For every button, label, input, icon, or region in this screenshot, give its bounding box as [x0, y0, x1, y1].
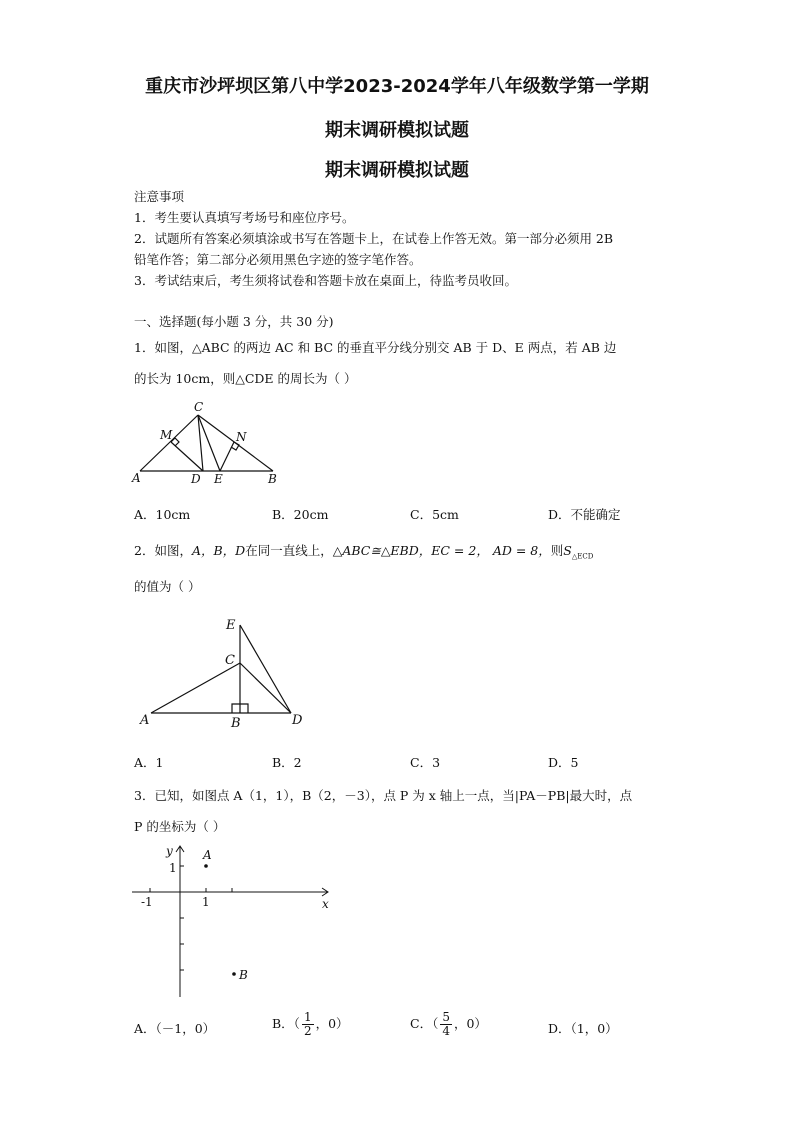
q2-area-sub: △ECD: [571, 552, 594, 561]
q3-label-b: B: [239, 968, 248, 982]
q2-ec: ，EC = 2，: [418, 543, 489, 558]
q1-line-ac: [140, 415, 198, 471]
q3-option-b[interactable]: [272, 1011, 349, 1038]
q2-option-b[interactable]: B．2: [272, 755, 302, 770]
q3-label-x: x: [322, 897, 329, 911]
q3-point-b: [232, 972, 236, 976]
notice-heading: 注意事项: [134, 189, 185, 204]
q1-figure: [128, 398, 288, 490]
q3-text-line1: 3．已知，如图点 A（1，1），B（2，－3），点 P 为 x 轴上一点，当|PA－PB|最大时，点: [134, 788, 633, 803]
q2-line-ed: [240, 625, 291, 713]
q2-area-symbol: S: [563, 543, 572, 558]
q1-text-line1: 1．如图，△ABC 的两边 AC 和 BC 的垂直平分线分别交 AB 于 D、E 两点，若 AB 边: [134, 340, 617, 355]
q2-congruence: △ABC≅△EBD: [332, 543, 419, 558]
q3-option-c-suffix: ，0）: [453, 1016, 487, 1031]
q1-label-m: M: [160, 428, 173, 442]
notice-item-1: 1．考生要认真填写考场号和座位序号。: [134, 210, 355, 225]
q1-line-ne: [220, 442, 234, 471]
q3-option-a[interactable]: A．（－1，0）: [134, 1021, 216, 1036]
q2-label-b: B: [231, 716, 241, 731]
section-heading-choice: 一、选择题(每小题 3 分，共 30 分): [134, 314, 334, 329]
q2-text-line2: 的值为（ ）: [134, 579, 201, 594]
q3-option-b-num: 1: [303, 1010, 312, 1024]
q2-then: 则: [550, 543, 564, 558]
q1-label-n: N: [236, 430, 247, 444]
q2-label-c: C: [225, 653, 235, 668]
page-title-line2: 期末调研模拟试题: [325, 120, 469, 141]
q1-line-md: [171, 442, 203, 471]
q1-option-c[interactable]: C．5cm: [410, 507, 459, 522]
q2-label-a: A: [140, 713, 150, 728]
q3-option-d[interactable]: D．（1，0）: [548, 1021, 618, 1036]
q2-text-line1: [134, 541, 593, 561]
q3-text-line2: P 的坐标为（ ）: [134, 819, 226, 834]
q2-ad: AD = 8，: [492, 543, 551, 558]
q3-option-b-suffix: ，0）: [315, 1016, 349, 1031]
notice-item-2b: 铅笔作答；第二部分必须用黑色字迹的签字笔作答。: [134, 252, 422, 267]
q3-option-b-prefix: B．（: [272, 1016, 300, 1031]
q1-option-a[interactable]: A．10cm: [134, 507, 191, 522]
q2-option-a[interactable]: A．1: [134, 755, 164, 770]
q2-line-ac: [151, 663, 240, 713]
q1-label-d: D: [191, 472, 201, 486]
notice-item-2a: 2．试题所有答案必须填涂或书写在答题卡上，在试卷上作答无效。第一部分必须用 2B: [134, 231, 614, 246]
q2-option-c[interactable]: C．3: [410, 755, 441, 770]
q3-label-y1: 1: [169, 861, 177, 875]
q2-mid: 在同一直线上，: [245, 543, 333, 558]
q3-option-c-den: 4: [442, 1024, 450, 1038]
q3-option-b-den: 2: [303, 1024, 312, 1038]
q3-label-x1: 1: [202, 895, 210, 909]
q3-label-y: y: [166, 844, 173, 858]
q2-label-d: D: [292, 713, 303, 728]
q2-prefix: 2．如图，: [134, 543, 192, 558]
q1-label-a: A: [132, 471, 141, 485]
q1-option-b[interactable]: B．20cm: [272, 507, 329, 522]
q3-label-a: A: [203, 848, 212, 862]
q1-label-c: C: [194, 400, 204, 414]
q3-option-c[interactable]: [410, 1011, 487, 1038]
q3-label-neg1: -1: [141, 895, 153, 909]
q1-label-e: E: [214, 472, 223, 486]
q2-label-e: E: [226, 618, 236, 633]
page-title-line1: 重庆市沙坪坝区第八中学2023-2024学年八年级数学第一学期: [145, 76, 649, 97]
q1-label-b: B: [268, 472, 277, 486]
q3-option-b-fraction: [302, 1011, 314, 1038]
q1-text-line2: 的长为 10cm，则△CDE 的周长为（ ）: [134, 371, 357, 386]
q3-option-c-fraction: [440, 1011, 452, 1038]
q1-line-cd: [198, 415, 203, 471]
q3-option-c-prefix: C．（: [410, 1016, 439, 1031]
page-title-line3: 期末调研模拟试题: [325, 160, 469, 181]
notice-item-3: 3．考试结束后，考生须将试卷和答题卡放在桌面上，待监考员收回。: [134, 273, 517, 288]
q2-figure: [134, 613, 314, 733]
q1-option-d[interactable]: D．不能确定: [548, 507, 621, 522]
q2-option-d[interactable]: D．5: [548, 755, 579, 770]
q2-points: A，B，D: [191, 543, 246, 558]
q3-point-a: [204, 864, 208, 868]
q3-option-c-num: 5: [442, 1010, 450, 1024]
q3-coordinate-figure: [128, 842, 343, 1002]
